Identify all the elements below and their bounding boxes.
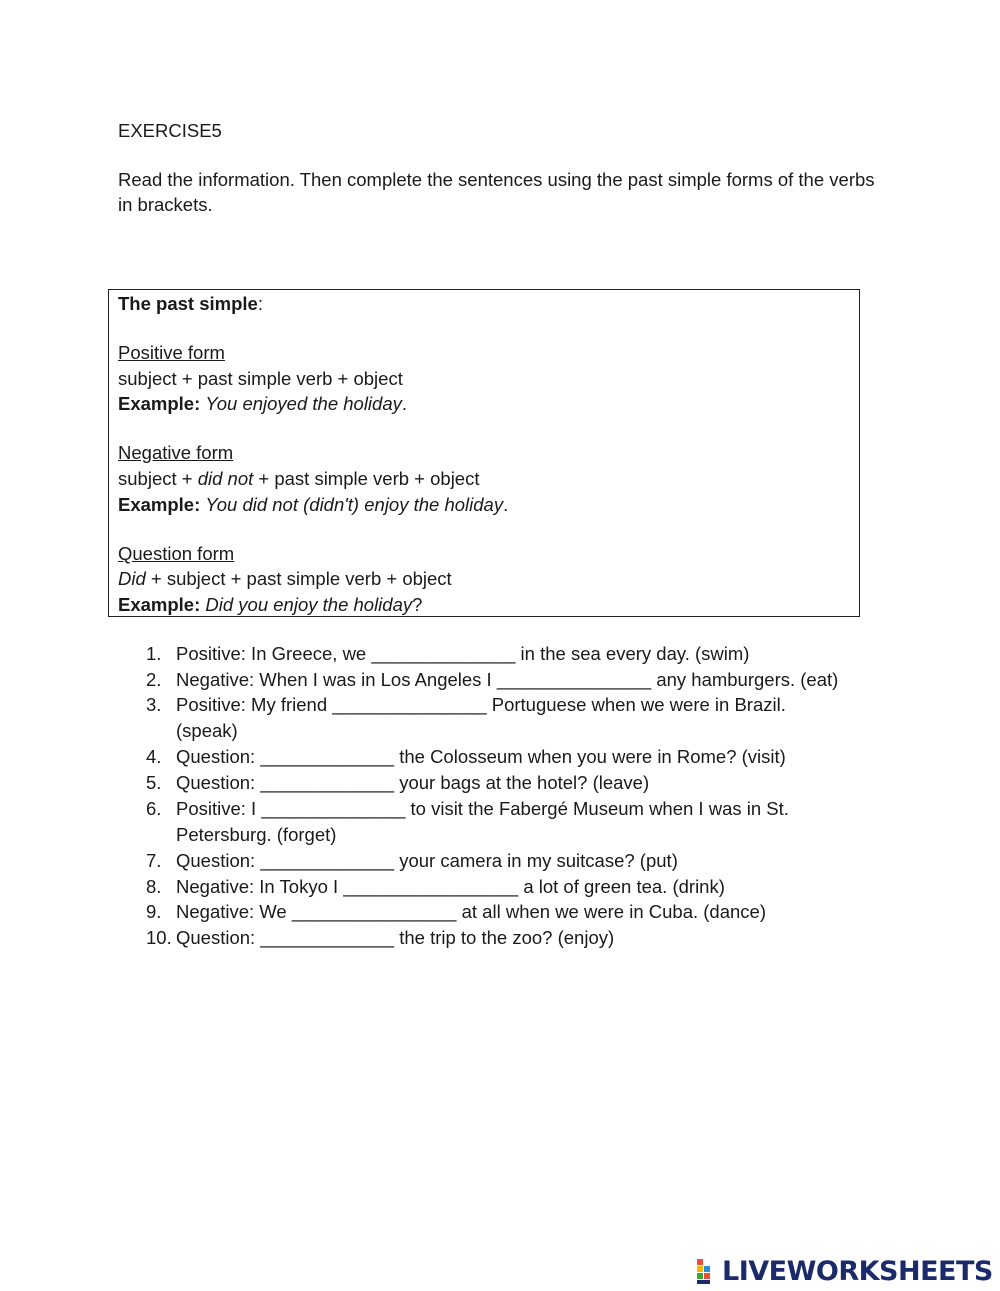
item-text-continuation: (speak): [176, 720, 238, 741]
negative-form-formula: [118, 466, 479, 492]
rule-box-heading-colon: :: [257, 293, 263, 314]
question-example-text: Did you enjoy the holiday: [205, 594, 413, 615]
negative-example-text: You did not (didn't) enjoy the holiday: [205, 494, 504, 515]
item-number: 2.: [146, 669, 162, 690]
negative-formula-end: + past simple verb + object: [253, 468, 480, 489]
item-text: Positive: I ______________ to visit the Fabergé Museum when I was in St.: [176, 798, 789, 819]
item-number: 7.: [146, 850, 162, 871]
instructions-text: Read the information. Then complete the sentences using the past simple forms of the verbs in brackets.: [118, 169, 875, 215]
item-number: 4.: [146, 746, 162, 767]
positive-form-example: [118, 391, 407, 417]
negative-formula-start: subject +: [118, 468, 198, 489]
exercise-title: EXERCISE5: [118, 120, 222, 141]
liveworksheets-logo-icon: [697, 1257, 719, 1285]
question-form-example: [118, 592, 422, 618]
item-text: Positive: In Greece, we ______________ in the sea every day. (swim): [176, 643, 750, 664]
negative-example-label: Example:: [118, 494, 201, 515]
item-number: 8.: [146, 876, 162, 897]
positive-form-formula: subject + past simple verb + object: [118, 368, 403, 389]
positive-example-text: You enjoyed the holiday: [205, 393, 402, 414]
brand-name: LIVEWORKSHEETS: [722, 1255, 993, 1287]
item-number: 9.: [146, 901, 162, 922]
item-number: 10.: [146, 927, 172, 948]
positive-form-title: Positive form: [118, 342, 225, 363]
item-text: Question: _____________ your camera in my suitcase? (put): [176, 850, 678, 871]
question-form-formula: [118, 566, 452, 592]
rule-box-heading-bold: The past simple: [118, 293, 258, 314]
item-text: Negative: When I was in Los Angeles I _______________ any hamburgers. (eat): [176, 669, 839, 690]
rule-box-heading: [118, 291, 263, 317]
item-number: 3.: [146, 694, 162, 715]
question-example-label: Example:: [118, 594, 201, 615]
item-text: Question: _____________ your bags at the hotel? (leave): [176, 772, 650, 793]
item-text: Question: _____________ the trip to the zoo? (enjoy): [176, 927, 615, 948]
negative-example-end: .: [503, 494, 509, 515]
item-text: Question: _____________ the Colosseum when you were in Rome? (visit): [176, 746, 786, 767]
item-text: Negative: We ________________ at all when we were in Cuba. (dance): [176, 901, 766, 922]
negative-form-example: [118, 492, 508, 518]
item-text: Negative: In Tokyo I _________________ a lot of green tea. (drink): [176, 876, 725, 897]
liveworksheets-brand: [697, 1254, 993, 1288]
grammar-rule-box: [108, 289, 860, 617]
question-example-end: ?: [412, 594, 423, 615]
item-number: 6.: [146, 798, 162, 819]
question-formula-end: + subject + past simple verb + object: [145, 568, 452, 589]
item-number: 5.: [146, 772, 162, 793]
item-number: 1.: [146, 643, 162, 664]
item-text-continuation: Petersburg. (forget): [176, 824, 337, 845]
item-text: Positive: My friend _______________ Portuguese when we were in Brazil.: [176, 694, 786, 715]
positive-example-label: Example:: [118, 393, 201, 414]
negative-form-title: Negative form: [118, 442, 234, 463]
question-formula-italic: Did: [118, 568, 146, 589]
question-form-title: Question form: [118, 543, 235, 564]
positive-example-end: .: [401, 393, 408, 414]
negative-formula-italic: did not: [197, 468, 254, 489]
